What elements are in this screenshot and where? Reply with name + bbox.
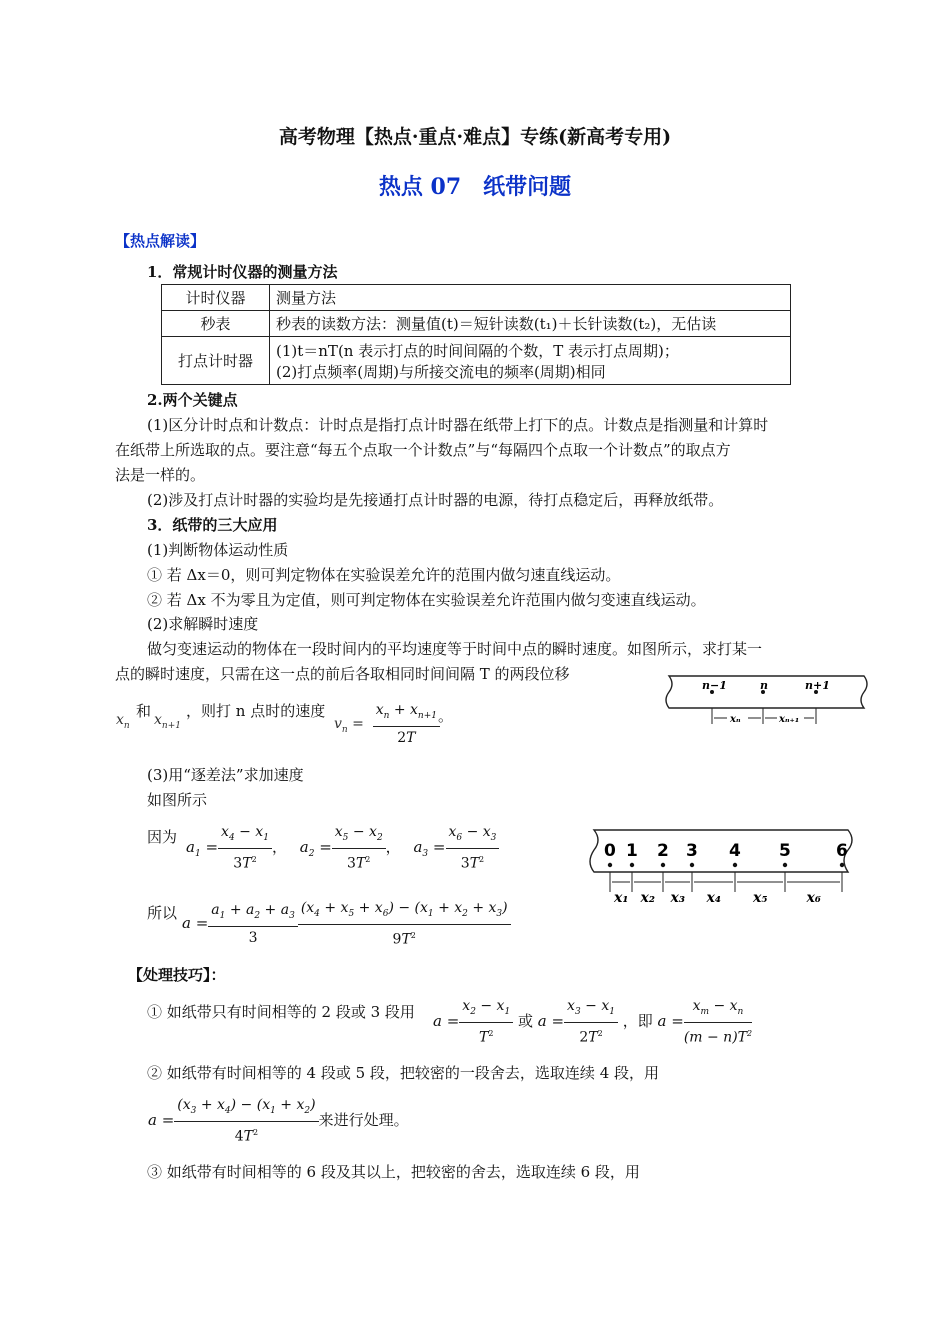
table-line: (1)t＝nT(n 表示打点的时间间隔的个数，T 表示打点周期)； bbox=[276, 341, 679, 360]
tip-3: ③ 如纸带有时间相等的 6 段及其以上，把较密的舍去，选取连续 6 段，用 bbox=[147, 1163, 640, 1181]
segment-label: x₄ bbox=[706, 890, 721, 906]
measurement-table bbox=[161, 284, 791, 385]
tip-1: ① 如纸带只有时间相等的 2 段或 3 段用 bbox=[147, 1003, 415, 1021]
point-label: 0 bbox=[604, 841, 616, 861]
table-cell: 打点计时器 bbox=[162, 337, 270, 385]
point-label: 1 bbox=[626, 841, 638, 861]
tape-figure-2 bbox=[586, 826, 866, 908]
tips-heading: 【处理技巧】： bbox=[128, 966, 226, 984]
paragraph-line: (2)涉及打点计时器的实验均是先接通打点计时器的电源，待打点稳定后，再释放纸带。 bbox=[147, 491, 724, 509]
text-ie: ，即 bbox=[622, 1012, 653, 1031]
text-tip2-end: 来进行处理。 bbox=[318, 1111, 409, 1130]
tape-dot bbox=[783, 863, 787, 867]
point-label: 6 bbox=[836, 841, 848, 861]
vn-formula: $v_n$ = $\frac{x_n + x_{n+1}}{2T}$ bbox=[334, 700, 440, 749]
paragraph-line: (1)区分计时点和计数点：计时点是指打点计时器在纸带上打下的点。计数点是指测量和计算时 bbox=[147, 416, 769, 434]
table-cell bbox=[270, 337, 791, 385]
table-line: (2)打点频率(周期)与所接交流电的频率(周期)相同 bbox=[276, 362, 606, 381]
point-label: 2 bbox=[657, 841, 669, 861]
math-xn1: $x_{n+1}$ bbox=[154, 712, 181, 731]
velocity-formula-line bbox=[116, 700, 456, 750]
a-average-formula: a = $\frac{a_1 + a_2 + a_3}{3}$ $\frac{(x_4 + x_5 + x_6) - (x_1 + x_2 + x_3)}{9T^2}$ bbox=[182, 898, 511, 950]
text-and: 和 bbox=[136, 702, 152, 720]
tape-dot bbox=[690, 863, 694, 867]
s1-heading: 1．常规计时仪器的测量方法 bbox=[147, 263, 338, 281]
doc-title: 高考物理【热点·重点·难点】专练(新高考专用) bbox=[278, 126, 672, 148]
text-or: 或 bbox=[517, 1012, 533, 1031]
tip-2-formula: a = $\frac{(x_3 + x_4) - (x_1 + x_2)}{4T^2}$ 来进行处理。 bbox=[148, 1097, 409, 1145]
paragraph-line: (1)判断物体运动性质 bbox=[147, 541, 289, 559]
point-label: 3 bbox=[686, 841, 698, 861]
segment-label: x₆ bbox=[806, 890, 821, 906]
segment-label: xₙ₊₁ bbox=[779, 714, 800, 725]
paragraph-line: 做匀变速运动的物体在一段时间内的平均速度等于时间中点的瞬时速度。如图所示，求打某一 bbox=[147, 640, 763, 658]
s2-heading: 2.两个关键点 bbox=[147, 391, 238, 409]
math-xn: $x_n$ bbox=[116, 712, 130, 731]
tape-dot bbox=[840, 863, 844, 867]
tape-dot bbox=[661, 863, 665, 867]
text-then: ，则打 n 点时的速度 bbox=[186, 702, 326, 720]
section-tag: 【热点解读】 bbox=[115, 232, 206, 250]
segment-label: xₙ bbox=[730, 714, 741, 725]
point-label: 4 bbox=[729, 841, 741, 861]
point-label: 5 bbox=[779, 841, 791, 861]
paragraph-line: 如图所示 bbox=[147, 791, 208, 809]
segment-label: x₂ bbox=[640, 890, 655, 906]
text-because: 因为 bbox=[147, 828, 178, 846]
text-so: 所以 bbox=[147, 904, 178, 922]
table-cell: 秒表 bbox=[162, 311, 270, 337]
segment-label: x₁ bbox=[614, 890, 629, 906]
paragraph-line: ② 若 Δx 不为零且为定值，则可判定物体在实验误差允许范围内做匀变速直线运动。 bbox=[147, 591, 706, 609]
point-label: n−1 bbox=[702, 679, 727, 692]
table-head-2: 测量方法 bbox=[270, 285, 791, 311]
paragraph-line: ① 若 Δx＝0，则可判定物体在实验误差允许的范围内做匀速直线运动。 bbox=[147, 566, 621, 584]
a-formulas: $a_1$ = $\frac{x_4 - x_1}{3T^2}$ ， $a_2$ = $\frac{x_5 - x_2}{3T^2}$ ， $a_3$ = $\frac{x_6 - x_3}{3T^2}$ bbox=[186, 822, 499, 874]
point-label: n+1 bbox=[805, 679, 830, 692]
paragraph-line: 法是一样的。 bbox=[115, 466, 206, 484]
paragraph-line: 在纸带上所选取的点。要注意“每五个点取一个计数点”与“每隔四个点取一个计数点”的取点方 bbox=[115, 441, 731, 459]
segment-label: x₅ bbox=[753, 890, 768, 906]
point-label: n bbox=[760, 679, 768, 692]
tip-2: ② 如纸带有时间相等的 4 段或 5 段，把较密的一段舍去，选取连续 4 段，用 bbox=[147, 1064, 660, 1082]
tape-figure-1 bbox=[664, 672, 874, 732]
tip-1-formulas: a = $\frac{x_2 - x_1}{T^2}$ 或 a = $\frac{x_3 - x_1}{2T^2}$ ，即 a = $\frac{x_m - x_n}{(m - n)T^2}$ bbox=[433, 998, 753, 1046]
s3-heading: 3．纸带的三大应用 bbox=[147, 516, 278, 534]
segment-label: x₃ bbox=[670, 890, 685, 906]
text-end: 。 bbox=[438, 707, 454, 725]
paragraph-line: (2)求解瞬时速度 bbox=[147, 615, 259, 633]
table-head-1: 计时仪器 bbox=[162, 285, 270, 311]
tape-dot bbox=[733, 863, 737, 867]
table-cell: 秒表的读数方法：测量值(t)＝短针读数(t₁)＋长针读数(t₂)，无估读 bbox=[270, 311, 791, 337]
paragraph-line: 点的瞬时速度，只需在这一点的前后各取相同时间间隔 T 的两段位移 bbox=[115, 665, 570, 683]
tape-dot bbox=[608, 863, 612, 867]
paragraph-line: (3)用“逐差法”求加速度 bbox=[147, 766, 304, 784]
doc-subtitle: 热点 07 纸带问题 bbox=[378, 174, 572, 200]
tape-dot bbox=[630, 863, 634, 867]
